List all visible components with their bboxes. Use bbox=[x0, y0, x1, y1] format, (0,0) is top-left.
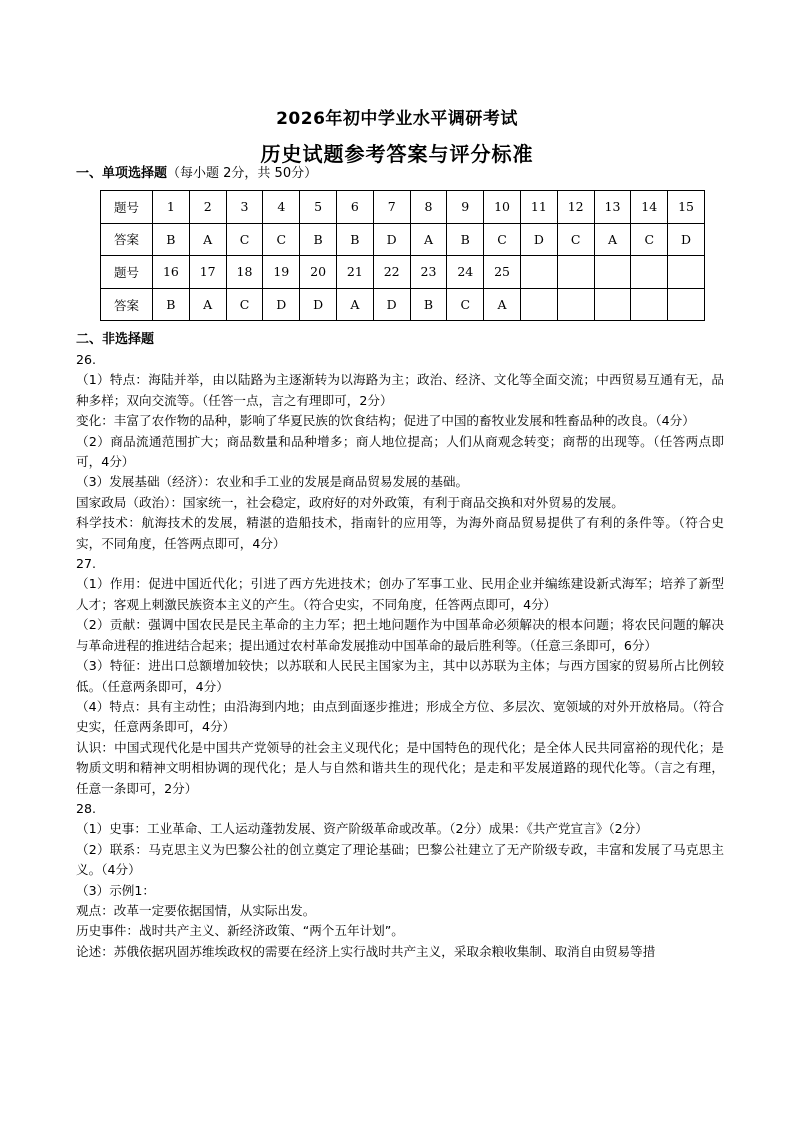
a-cell: B bbox=[336, 223, 373, 256]
answer-paragraph: （3）发展基础（经济）：农业和手工业的发展是商品贸易发展的基础。 bbox=[76, 474, 469, 490]
a-cell: B bbox=[410, 288, 447, 321]
q-cell bbox=[631, 256, 668, 289]
row-label-answer: 答案 bbox=[101, 288, 153, 321]
question-number: 26. bbox=[76, 352, 97, 367]
section-2-label: 二、非选择题 bbox=[76, 332, 155, 347]
a-cell: D bbox=[263, 288, 300, 321]
table-row-q1 bbox=[101, 191, 705, 224]
answer-key-title: 历史试题参考答案与评分标准 bbox=[260, 142, 534, 166]
answer-body bbox=[76, 350, 724, 962]
q-cell: 15 bbox=[668, 191, 705, 224]
answer-paragraph: （1）史事：工业革命、工人运动蓬勃发展、资产阶级革命或改革。（2分）成果：《共产党宣言》（2分） bbox=[76, 821, 648, 837]
q-cell: 2 bbox=[189, 191, 226, 224]
q-cell: 17 bbox=[189, 256, 226, 289]
answer-paragraph: 论述：苏俄依据巩固苏维埃政权的需要在经济上实行战时共产主义，采取余粮收集制、取消自由贸易等措 bbox=[76, 943, 656, 959]
q-cell: 23 bbox=[410, 256, 447, 289]
a-cell: C bbox=[557, 223, 594, 256]
section-1-note: （每小题 2分，共 50分） bbox=[167, 166, 318, 181]
answer-paragraph: （1）作用：促进中国近代化；引进了西方先进技术；创办了军事工业、民用企业并编练建设新式海军；培养了新型人才；客观上刺激民族资本主义的产生。（符合史实，不同角度，任答两点即可，4分） bbox=[76, 576, 724, 612]
answer-table bbox=[100, 190, 705, 321]
section-1-label: 一、单项选择题 bbox=[76, 166, 168, 181]
a-cell: A bbox=[410, 223, 447, 256]
table-row-q2 bbox=[101, 256, 705, 289]
answer-paragraph: 科学技术：航海技术的发展，精湛的造船技术，指南针的应用等，为海外商品贸易提供了有利的条件等。（符合史实，不同角度，任答两点即可，4分） bbox=[76, 515, 724, 551]
q-cell bbox=[668, 256, 705, 289]
a-cell bbox=[557, 288, 594, 321]
row-label-answer: 答案 bbox=[101, 223, 153, 256]
answer-paragraph: （3）特征：进出口总额增加较快；以苏联和人民民主国家为主，其中以苏联为主体；与西方国家的贸易所占比例较低。（任意两条即可，4分） bbox=[76, 658, 724, 694]
a-cell: D bbox=[520, 223, 557, 256]
answer-paragraph: （2）联系：马克思主义为巴黎公社的创立奠定了理论基础；巴黎公社建立了无产阶级专政，丰富和发展了马克思主义。（4分） bbox=[76, 841, 724, 878]
q-cell: 10 bbox=[484, 191, 521, 224]
q-cell bbox=[557, 256, 594, 289]
answer-paragraph: 变化：丰富了农作物的品种，影响了华夏民族的饮食结构；促进了中国的畜牧业发展和牲畜品种的改良。（4分） bbox=[76, 413, 695, 429]
q-cell: 8 bbox=[410, 191, 447, 224]
a-cell: C bbox=[447, 288, 484, 321]
q-cell bbox=[594, 256, 631, 289]
q-cell: 16 bbox=[153, 256, 190, 289]
a-cell: C bbox=[484, 223, 521, 256]
q-cell: 21 bbox=[336, 256, 373, 289]
exam-title: 2026年初中学业水平调研考试 bbox=[276, 109, 518, 129]
a-cell: D bbox=[300, 288, 337, 321]
a-cell: A bbox=[189, 223, 226, 256]
q-cell: 13 bbox=[594, 191, 631, 224]
a-cell: B bbox=[300, 223, 337, 256]
a-cell: C bbox=[226, 288, 263, 321]
answer-paragraph: 观点：改革一定要依据国情，从实际出发。 bbox=[76, 902, 316, 918]
a-cell: D bbox=[373, 223, 410, 256]
question-number: 28. bbox=[76, 800, 97, 816]
q-cell: 12 bbox=[557, 191, 594, 224]
a-cell: A bbox=[189, 288, 226, 321]
row-label-question: 题号 bbox=[101, 191, 153, 224]
answer-paragraph: （2）商品流通范围扩大；商品数量和品种增多；商人地位提高；人们从商观念转变；商帮的出现等。（任答两点即可，4分） bbox=[76, 433, 724, 470]
a-cell: B bbox=[153, 288, 190, 321]
question-number: 27. bbox=[76, 556, 97, 572]
answer-paragraph: 认识：中国式现代化是中国共产党领导的社会主义现代化；是中国特色的现代化；是全体人民共同富裕的现代化；是物质文明和精神文明相协调的现代化；是人与自然和谐共生的现代化；是走和平发展道路的现代化等。（言之有理，任意一条即可，2分） bbox=[76, 739, 724, 796]
q-cell: 6 bbox=[336, 191, 373, 224]
q-cell: 7 bbox=[373, 191, 410, 224]
a-cell: C bbox=[631, 223, 668, 256]
q-cell: 25 bbox=[484, 256, 521, 289]
q-cell: 9 bbox=[447, 191, 484, 224]
q-cell bbox=[520, 256, 557, 289]
q-cell: 3 bbox=[226, 191, 263, 224]
a-cell: B bbox=[447, 223, 484, 256]
answer-paragraph: （1）特点：海陆并举，由以陆路为主逐渐转为以海路为主；政治、经济、文化等全面交流；中西贸易互通有无，品种多样；双向交流等。（任答一点，言之有理即可，2分） bbox=[76, 372, 724, 408]
a-cell: A bbox=[336, 288, 373, 321]
answer-paragraph: （3）示例1： bbox=[76, 882, 155, 898]
q-cell: 24 bbox=[447, 256, 484, 289]
a-cell bbox=[631, 288, 668, 321]
section-2-heading bbox=[76, 328, 154, 347]
a-cell: B bbox=[153, 223, 190, 256]
q-cell: 20 bbox=[300, 256, 337, 289]
q-cell: 14 bbox=[631, 191, 668, 224]
a-cell: A bbox=[484, 288, 521, 321]
answer-paragraph: 国家政局（政治）：国家统一，社会稳定，政府好的对外政策，有利于商品交换和对外贸易的发展。 bbox=[76, 494, 624, 510]
a-cell bbox=[668, 288, 705, 321]
a-cell bbox=[594, 288, 631, 321]
q-cell: 18 bbox=[226, 256, 263, 289]
section-1-heading bbox=[76, 162, 317, 181]
table-row-a1 bbox=[101, 223, 705, 256]
a-cell: C bbox=[226, 223, 263, 256]
q-cell: 19 bbox=[263, 256, 300, 289]
a-cell: D bbox=[668, 223, 705, 256]
q-cell: 1 bbox=[153, 191, 190, 224]
table-row-a2 bbox=[101, 288, 705, 321]
row-label-question: 题号 bbox=[101, 256, 153, 289]
q-cell: 5 bbox=[300, 191, 337, 224]
a-cell: C bbox=[263, 223, 300, 256]
a-cell: D bbox=[373, 288, 410, 321]
q-cell: 4 bbox=[263, 191, 300, 224]
a-cell: A bbox=[594, 223, 631, 256]
answer-paragraph: 历史事件：战时共产主义、新经济政策、“两个五年计划”。 bbox=[76, 923, 404, 939]
answer-paragraph: （4）特点：具有主动性；由沿海到内地；由点到面逐步推进；形成全方位、多层次、宽领域的对外开放格局。（符合史实，任意两条即可，4分） bbox=[76, 698, 724, 735]
a-cell bbox=[520, 288, 557, 321]
answer-paragraph: （2）贡献：强调中国农民是民主革命的主力军；把土地问题作为中国革命必须解决的根本问题；将农民问题的解决与革命进程的推进结合起来；提出通过农村革命发展推动中国革命的最后胜利等。（任意三条即可，6分） bbox=[76, 617, 724, 653]
q-cell: 22 bbox=[373, 256, 410, 289]
q-cell: 11 bbox=[520, 191, 557, 224]
